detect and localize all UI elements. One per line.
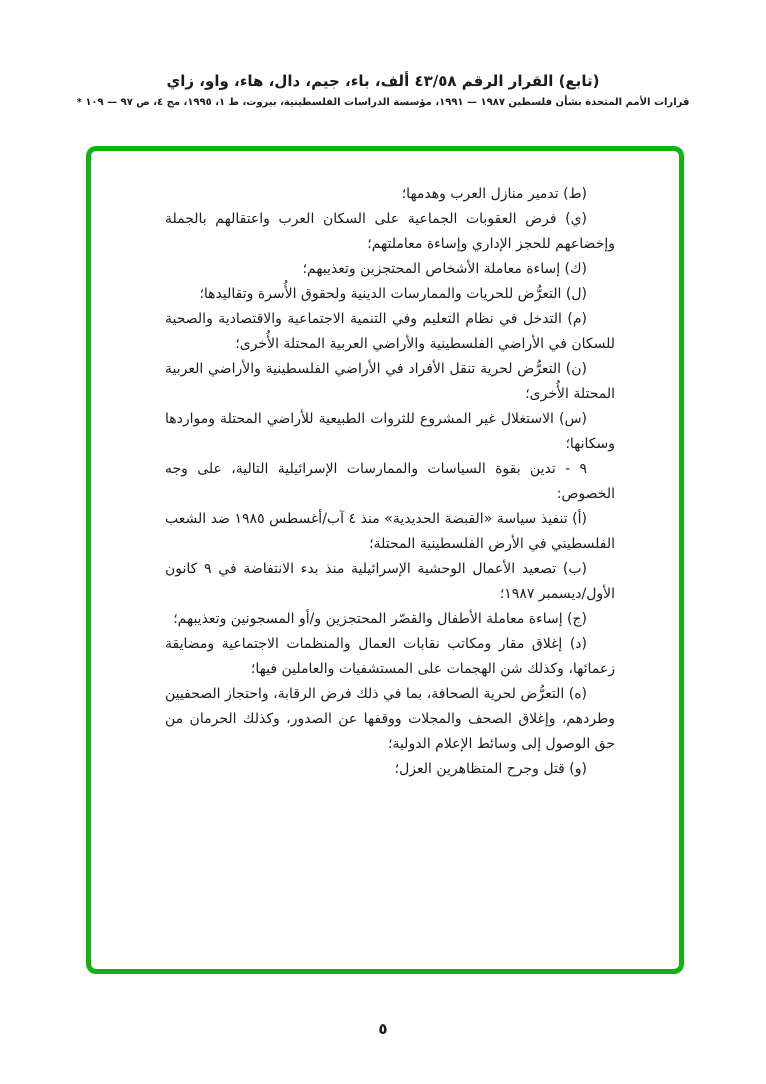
document-source-line: قرارات الأمم المتحدة بشأن فلسطين ١٩٨٧ — ١٩٩١، مؤسسة الدراسات الفلسطينية، بيروت، ط ١، ١٩٩٥، مج ٤، ص ٩٧ — ١٠٩ * [76, 97, 690, 108]
paragraph: (ب) تصعيد الأعمال الوحشية الإسرائيلية منذ بدء الانتفاضة في ٩ كانون الأول/ديسمبر ١٩٨٧؛ [165, 561, 615, 602]
document-header [0, 72, 766, 108]
paragraph: (و) قتل وجرح المتظاهرين العزل؛ [394, 761, 587, 777]
paragraph: (ي) فرض العقوبات الجماعية على السكان العرب واعتقالهم بالجملة وإخضاعهم للحجز الإداري وإساءة معاملتهم؛ [165, 211, 615, 252]
paragraph: (ك) إساءة معاملة الأشخاص المحتجزين وتعذيبهم؛ [302, 261, 587, 277]
paragraph: (أ) تنفيذ سياسة «القبضة الحديدية» منذ ٤ آب/أغسطس ١٩٨٥ ضد الشعب الفلسطيني في الأرض الفلسطينية المحتلة؛ [165, 511, 615, 552]
paragraph: (ه) التعرُّض لحرية الصحافة، بما في ذلك فرض الرقابة، واحتجاز الصحفيين وطردهم، وإغلاق الصحف والمجلات ووقفها عن الصدور، وكذلك الحرمان من حق الوصول إلى وسائط الإعلام الدولية؛ [165, 686, 615, 752]
paragraph: (د) إغلاق مقار ومكاتب نقابات العمال والمنظمات الاجتماعية ومضايقة زعمائها، وكذلك شن الهجمات على المستشفيات والعاملين فيها؛ [165, 636, 615, 677]
paragraph: (ل) التعرُّض للحريات والممارسات الدينية ولحقوق الأُسرة وتقاليدها؛ [199, 286, 587, 302]
paragraph: (م) التدخل في نظام التعليم وفي التنمية الاجتماعية والاقتصادية والصحية للسكان في الأراضي الفلسطينية والأراضي العربية المحتلة الأُخرى؛ [165, 311, 615, 352]
paragraph: ٩ - تدين بقوة السياسات والممارسات الإسرائيلية التالية، على وجه الخصوص: [165, 461, 615, 502]
body-text [165, 182, 615, 782]
paragraph: (ج) إساءة معاملة الأطفال والقصّر المحتجزين و/أو المسجونين وتعذيبهم؛ [173, 611, 587, 627]
paragraph: (ن) التعرُّض لحرية تنقل الأفراد في الأراضي الفلسطينية والأراضي العربية المحتلة الأُخرى؛ [165, 361, 615, 402]
document-title: (تابع) القرار الرقم ٤٣/٥٨ ألف، باء، جيم، دال، هاء، واو، زاي [166, 72, 600, 90]
page-number: ٥ [378, 1020, 388, 1038]
paragraph: (س) الاستغلال غير المشروع للثروات الطبيعية للأراضي المحتلة ومواردها وسكانها؛ [165, 411, 615, 452]
paragraph: (ط) تدمير منازل العرب وهدمها؛ [401, 186, 587, 202]
